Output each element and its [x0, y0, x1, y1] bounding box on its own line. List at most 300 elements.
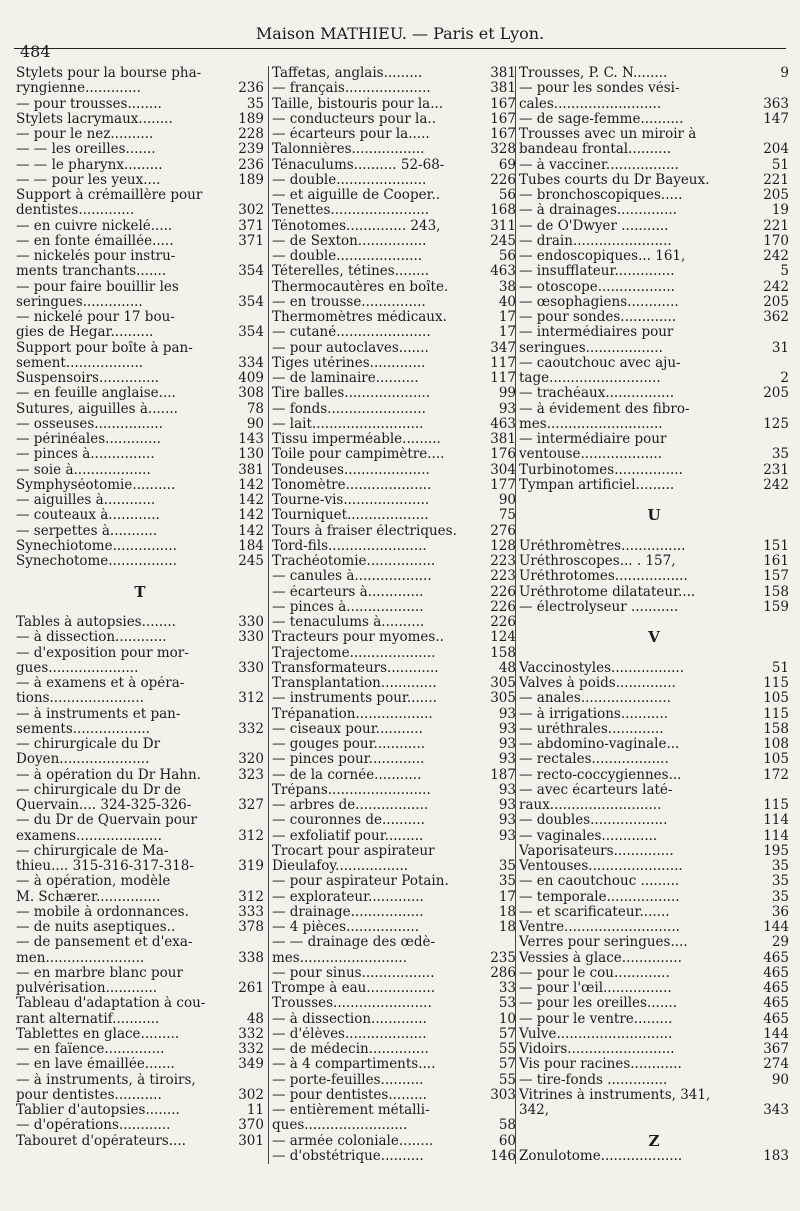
entry-text: Uréthrotomes................. — [519, 569, 688, 585]
entry-text: Thermocautères en boîte. — [272, 279, 449, 295]
entry-text: Tabouret d'opérateurs.... — [16, 1133, 186, 1149]
index-entry — [519, 1088, 789, 1103]
entry-page-ref — [491, 844, 516, 859]
entry-text: Tourne-vis.................... — [272, 493, 430, 508]
entry-text: Vessies à glace.............. — [519, 950, 682, 966]
entry-page-ref: 93 — [498, 797, 516, 813]
entry-page-ref: 130 — [238, 446, 264, 463]
entry-text: — nickelés pour instru- — [16, 249, 176, 264]
entry-page-ref: 55 — [498, 1071, 516, 1088]
entry-page-ref: 5 — [780, 263, 789, 280]
index-entry — [519, 1118, 789, 1133]
entry-page-ref: 312 — [238, 827, 264, 844]
entry-text: — double.................... — [272, 249, 423, 264]
entry-page-ref: 93 — [498, 736, 516, 752]
entry-text: — à opération du Dr Hahn. — [16, 767, 201, 783]
entry-page-ref: 189 — [238, 110, 264, 127]
entry-page-ref: 142 — [238, 522, 264, 539]
index-entry — [272, 310, 516, 325]
index-entry — [519, 920, 789, 935]
entry-page-ref: 228 — [238, 126, 264, 142]
entry-page-ref: 363 — [763, 95, 789, 112]
entry-page-ref: 205 — [763, 385, 789, 402]
index-entry — [519, 615, 789, 630]
entry-page-ref: 115 — [763, 675, 789, 691]
index-entry — [272, 325, 516, 340]
entry-text: seringues.................. — [519, 340, 663, 356]
index-entry — [272, 554, 516, 569]
index-entry — [519, 432, 789, 447]
entry-text: mes......................... — [272, 950, 407, 966]
entry-text: — tire-fonds .............. — [519, 1072, 668, 1088]
entry-page-ref: 189 — [238, 171, 264, 188]
entry-page-ref: 158 — [763, 720, 789, 737]
entry-text: — 4 pièces................. — [272, 920, 420, 935]
index-entry — [272, 432, 516, 447]
index-entry — [16, 615, 264, 630]
entry-page-ref: 371 — [238, 217, 264, 234]
index-entry — [272, 173, 516, 188]
entry-text: — intermédiaires pour — [519, 325, 674, 341]
entry-text: Tableau d'adaptation à cou- — [16, 996, 206, 1012]
entry-text: Trocart pour aspirateur — [272, 843, 435, 859]
index-entry — [519, 371, 789, 386]
entry-text: — soie à.................. — [16, 462, 151, 478]
index-entry — [16, 844, 264, 859]
entry-page-ref: 176 — [490, 446, 516, 463]
entry-text: Vitrines à instruments, 341, — [519, 1087, 711, 1103]
entry-page-ref — [764, 325, 789, 340]
entry-text: — aiguilles à............ — [16, 493, 156, 508]
entry-text: bandeau frontal.......... — [519, 142, 672, 158]
index-entry — [16, 829, 264, 844]
index-entry — [272, 1134, 516, 1149]
index-entry — [16, 295, 264, 310]
index-entry — [16, 341, 264, 356]
index-entry — [519, 691, 789, 706]
entry-text: Uréthrotome dilatateur.... — [519, 584, 696, 600]
entry-text: Stylets lacrymaux........ — [16, 111, 173, 127]
entry-text: — pour sondes............. — [519, 310, 677, 325]
entry-text: — conducteurs pour la.. — [272, 111, 437, 127]
index-entry — [272, 630, 516, 645]
index-entry — [272, 463, 516, 478]
entry-page-ref: 168 — [490, 202, 516, 219]
entry-text: — de laminaire.......... — [272, 371, 419, 386]
entry-page-ref: 274 — [763, 1056, 789, 1073]
index-entry — [16, 234, 264, 249]
entry-page-ref: 303 — [490, 1086, 516, 1103]
entry-text: — de sage-femme.......... — [519, 111, 684, 127]
index-entry — [519, 539, 789, 554]
index-entry — [272, 1012, 516, 1027]
entry-text: raux.......................... — [519, 798, 662, 813]
entry-page-ref: 223 — [490, 568, 516, 585]
entry-text: ments tranchants....... — [16, 264, 167, 280]
entry-page-ref: 35 — [771, 888, 789, 905]
entry-page-ref: 146 — [490, 1147, 516, 1164]
entry-text: Trousses, P. C. N........ — [519, 66, 668, 81]
entry-text: — d'exposition pour mor- — [16, 645, 189, 661]
entry-page-ref: 105 — [763, 690, 789, 707]
entry-page-ref: 381 — [490, 431, 516, 447]
entry-page-ref: 242 — [763, 476, 789, 493]
entry-page-ref: 332 — [238, 1025, 264, 1042]
header-rule — [14, 48, 786, 49]
entry-text: — armée coloniale........ — [272, 1133, 434, 1149]
entry-text: — drain....................... — [519, 233, 672, 249]
index-entry — [16, 646, 264, 661]
entry-page-ref: 29 — [771, 934, 789, 951]
entry-text: cales......................... — [519, 96, 662, 112]
index-entry — [272, 1149, 516, 1164]
entry-text: — pinces à.................. — [272, 599, 424, 615]
index-entry — [519, 447, 789, 462]
index-entry — [272, 112, 516, 127]
index-entry — [519, 341, 789, 356]
index-entry — [519, 234, 789, 249]
entry-text: — à irrigations........... — [519, 706, 669, 722]
entry-page-ref — [239, 966, 264, 981]
index-entry — [272, 1103, 516, 1118]
entry-page-ref: 90 — [771, 1071, 789, 1088]
entry-text: Téterelles, tétines........ — [272, 264, 430, 280]
entry-text: Vaporisateurs.............. — [519, 843, 674, 859]
entry-text: Tubes courts du Dr Bayeux. — [519, 172, 710, 188]
entry-text: — à évidement des fibro- — [519, 401, 690, 417]
entry-text: — œsophagiens............ — [519, 294, 679, 310]
entry-text: examens.................... — [16, 828, 162, 844]
index-entry — [272, 1042, 516, 1057]
index-entry — [272, 707, 516, 722]
entry-page-ref: 144 — [763, 1025, 789, 1042]
index-entry — [272, 188, 516, 203]
entry-text: — abdomino-vaginale... — [519, 737, 680, 752]
entry-page-ref: 105 — [763, 751, 789, 768]
entry-page-ref: 17 — [498, 888, 516, 905]
entry-page-ref — [239, 66, 264, 81]
entry-text: — de pansement et d'exa- — [16, 935, 193, 951]
entry-page-ref: 99 — [498, 385, 516, 402]
entry-text: — pour l'œil................ — [519, 981, 672, 996]
entry-page-ref: 302 — [238, 202, 264, 219]
entry-text: — pour trousses........ — [16, 96, 162, 112]
index-entry — [272, 798, 516, 813]
entry-page-ref: 36 — [771, 903, 789, 920]
entry-page-ref: 236 — [238, 80, 264, 97]
entry-text: — couronnes de.......... — [272, 813, 425, 829]
index-entry — [272, 508, 516, 523]
entry-text: — gouges pour............ — [272, 737, 426, 752]
index-entry — [272, 371, 516, 386]
entry-text: — intermédiaire pour — [519, 432, 667, 447]
index-entry — [519, 158, 789, 173]
index-entry — [272, 1027, 516, 1042]
index-entry — [272, 97, 516, 112]
entry-text: — caoutchouc avec aju- — [519, 355, 681, 371]
entry-text: — doubles.................. — [519, 813, 668, 829]
section-letter — [519, 630, 789, 645]
entry-text: — électrolyseur ........... — [519, 599, 679, 615]
entry-page-ref: 312 — [238, 690, 264, 707]
index-entry — [272, 127, 516, 142]
index-entry — [16, 966, 264, 981]
entry-text: — anales..................... — [519, 691, 671, 707]
index-entry — [519, 768, 789, 783]
index-entry — [16, 371, 264, 386]
entry-page-ref: 177 — [490, 476, 516, 493]
entry-page-ref: 124 — [490, 629, 516, 646]
index-entry — [16, 600, 264, 615]
entry-text: Support pour boîte à pan- — [16, 340, 193, 356]
index-entry — [16, 493, 264, 508]
entry-page-ref: 378 — [238, 919, 264, 935]
index-entry — [272, 203, 516, 218]
entry-text: Taille, bistouris pour la... — [272, 96, 444, 112]
entry-page-ref: 48 — [498, 659, 516, 676]
entry-page-ref: 78 — [246, 400, 264, 417]
entry-text: — pour les sondes vési- — [519, 81, 680, 97]
index-entry — [272, 920, 516, 935]
entry-page-ref — [239, 600, 264, 615]
index-entry — [519, 173, 789, 188]
index-entry — [519, 66, 789, 81]
index-entry — [16, 996, 264, 1011]
entry-text: Trousses avec un miroir à — [519, 127, 697, 142]
index-entry — [272, 417, 516, 432]
section-letter — [519, 1134, 789, 1149]
entry-text: sement.................. — [16, 355, 144, 371]
entry-page-ref — [239, 280, 264, 295]
entry-text: — insufflateur.............. — [519, 264, 675, 280]
entry-page-ref: 57 — [498, 1056, 516, 1073]
entry-text: — pour aspirateur Potain. — [272, 874, 449, 890]
entry-page-ref: 245 — [490, 232, 516, 249]
entry-text: Tablettes en glace......... — [16, 1026, 180, 1042]
entry-text: — de O'Dwyer ........... — [519, 218, 669, 234]
entry-page-ref: 223 — [490, 553, 516, 569]
entry-text: — de nuits aseptiques.. — [16, 920, 176, 935]
index-entry — [16, 722, 264, 737]
index-entry — [272, 280, 516, 295]
entry-page-ref: 311 — [490, 217, 516, 234]
entry-page-ref: 370 — [238, 1117, 264, 1134]
index-entry — [16, 188, 264, 203]
entry-page-ref: 330 — [238, 659, 264, 676]
index-entry — [272, 402, 516, 417]
index-entry — [16, 249, 264, 264]
entry-text: Tympan artificiel......... — [519, 477, 675, 493]
entry-text: Sutures, aiguilles à....... — [16, 401, 178, 417]
entry-text — [16, 569, 239, 584]
index-entry — [519, 463, 789, 478]
entry-page-ref: 51 — [771, 659, 789, 676]
section-letter-text: T — [134, 584, 146, 600]
entry-text: pulvérisation............ — [16, 981, 158, 996]
entry-text: — explorateur............. — [272, 889, 424, 905]
entry-page-ref: 332 — [238, 1041, 264, 1057]
index-entry — [272, 737, 516, 752]
entry-page-ref: 327 — [238, 797, 264, 813]
entry-page-ref: 332 — [238, 720, 264, 737]
entry-text: Support à crémaillère pour — [16, 188, 203, 203]
entry-page-ref: 158 — [763, 583, 789, 600]
entry-page-ref: 90 — [246, 415, 264, 432]
entry-text: Trépanation.................. — [272, 706, 433, 722]
entry-text: dentistes............. — [16, 203, 135, 219]
entry-page-ref: 90 — [498, 492, 516, 508]
entry-text: — — les oreilles....... — [16, 142, 156, 158]
entry-text: — écarteurs pour la..... — [272, 127, 430, 142]
index-column-2 — [268, 66, 516, 1164]
entry-text: Vidoirs......................... — [519, 1042, 675, 1057]
index-entry — [519, 722, 789, 737]
index-entry — [16, 417, 264, 432]
index-entry — [16, 432, 264, 447]
entry-text: — chirurgicale du Dr de — [16, 782, 181, 798]
index-entry — [272, 249, 516, 264]
index-entry — [16, 554, 264, 569]
entry-page-ref — [491, 1103, 516, 1118]
index-entry — [272, 478, 516, 493]
entry-text: pour dentistes........... — [16, 1087, 162, 1103]
index-entry — [272, 996, 516, 1011]
index-entry — [519, 783, 789, 798]
entry-page-ref: 261 — [238, 980, 264, 996]
entry-page-ref: 31 — [771, 339, 789, 356]
index-entry — [16, 905, 264, 920]
entry-text: Ténotomes.............. 243, — [272, 218, 441, 234]
entry-text: — osseuses................ — [16, 416, 163, 432]
index-entry — [519, 844, 789, 859]
entry-page-ref: 305 — [490, 675, 516, 691]
entry-text: sements.................. — [16, 721, 150, 737]
entry-text: Trajectome.................... — [272, 645, 436, 661]
entry-page-ref: 35 — [771, 858, 789, 874]
index-entry — [272, 768, 516, 783]
entry-page-ref: 286 — [490, 964, 516, 981]
entry-page-ref: 465 — [763, 964, 789, 981]
entry-text: Turbinotomes................ — [519, 462, 683, 478]
entry-text: — français.................... — [272, 81, 431, 97]
index-entry — [272, 874, 516, 889]
index-entry — [272, 81, 516, 96]
entry-text: rant alternatif........... — [16, 1011, 160, 1027]
entry-page-ref: 142 — [238, 507, 264, 524]
entry-page-ref: 11 — [246, 1102, 264, 1118]
entry-text: — exfoliatif pour......... — [272, 828, 424, 844]
index-entry — [16, 81, 264, 96]
entry-page-ref: 18 — [498, 919, 516, 935]
index-entry — [16, 1042, 264, 1057]
entry-text: — pour sinus................. — [272, 965, 435, 981]
index-entry — [519, 1027, 789, 1042]
entry-page-ref: 323 — [238, 766, 264, 783]
entry-page-ref: 235 — [490, 949, 516, 966]
entry-page-ref — [239, 783, 264, 798]
index-entry — [519, 600, 789, 615]
entry-page-ref — [239, 569, 264, 584]
entry-page-ref — [239, 188, 264, 203]
entry-text: mes........................... — [519, 416, 663, 432]
index-entry — [272, 234, 516, 249]
entry-text: — chirurgicale du Dr — [16, 737, 161, 752]
entry-page-ref: 334 — [238, 354, 264, 371]
entry-page-ref: 465 — [763, 949, 789, 966]
index-entry — [519, 280, 789, 295]
entry-page-ref: 305 — [490, 690, 516, 707]
entry-page-ref: 53 — [498, 995, 516, 1012]
entry-page-ref: 245 — [238, 553, 264, 569]
index-entry — [272, 142, 516, 157]
index-entry — [272, 356, 516, 371]
index-entry — [519, 219, 789, 234]
entry-text: Vis pour racines............ — [519, 1057, 682, 1073]
entry-page-ref: 142 — [238, 476, 264, 493]
entry-page-ref: 9 — [780, 65, 789, 81]
index-entry — [16, 203, 264, 218]
entry-text: — — le pharynx......... — [16, 157, 163, 173]
entry-page-ref: 35 — [498, 873, 516, 890]
entry-text: Transplantation............. — [272, 676, 437, 691]
index-entry — [272, 981, 516, 996]
entry-page-ref: 108 — [763, 736, 789, 752]
entry-page-ref: 205 — [763, 293, 789, 310]
entry-page-ref — [764, 432, 789, 447]
entry-text: Symphyséotomie.......... — [16, 477, 176, 493]
entry-page-ref: 33 — [498, 980, 516, 996]
entry-text: Tablier d'autopsies........ — [16, 1103, 180, 1118]
entry-text: — pinces à............... — [16, 447, 155, 463]
index-entry — [16, 783, 264, 798]
entry-page-ref: 167 — [490, 110, 516, 127]
entry-text: — en faïence.............. — [16, 1042, 165, 1057]
entry-text: — d'élèves................... — [272, 1026, 427, 1042]
entry-text: Uréthroscopes... . 157, — [519, 554, 676, 569]
entry-text: — de médecin.............. — [272, 1042, 429, 1057]
entry-page-ref — [239, 310, 264, 325]
index-entry — [16, 173, 264, 188]
entry-text: — de Sexton................ — [272, 233, 427, 249]
entry-page-ref: 330 — [238, 629, 264, 646]
entry-page-ref — [239, 1073, 264, 1088]
entry-text: — à opération, modèle — [16, 874, 171, 890]
entry-text: Tours à fraiser électriques. — [272, 523, 457, 539]
entry-text: — otoscope.................. — [519, 279, 675, 295]
entry-text: — bronchoscopiques..... — [519, 188, 683, 203]
entry-page-ref — [239, 707, 264, 722]
entry-text: Tonomètre.................... — [272, 477, 432, 493]
entry-text: — vaginales............. — [519, 828, 658, 844]
entry-page-ref — [764, 1088, 789, 1103]
entry-page-ref — [764, 783, 789, 798]
entry-page-ref: 312 — [238, 888, 264, 905]
entry-page-ref — [239, 249, 264, 264]
entry-page-ref: 158 — [490, 644, 516, 661]
index-entry — [519, 295, 789, 310]
entry-page-ref: 35 — [771, 446, 789, 463]
entry-text: Tire balles.................... — [272, 386, 431, 402]
entry-text: — porte-feuilles.......... — [272, 1072, 424, 1088]
entry-page-ref — [764, 356, 789, 371]
entry-text: ques........................ — [272, 1118, 408, 1134]
entry-text — [519, 493, 764, 508]
entry-page-ref: 204 — [763, 141, 789, 158]
index-entry — [272, 1088, 516, 1103]
index-entry — [272, 783, 516, 798]
entry-text: — instruments pour....... — [272, 691, 437, 707]
section-letter — [16, 585, 264, 600]
